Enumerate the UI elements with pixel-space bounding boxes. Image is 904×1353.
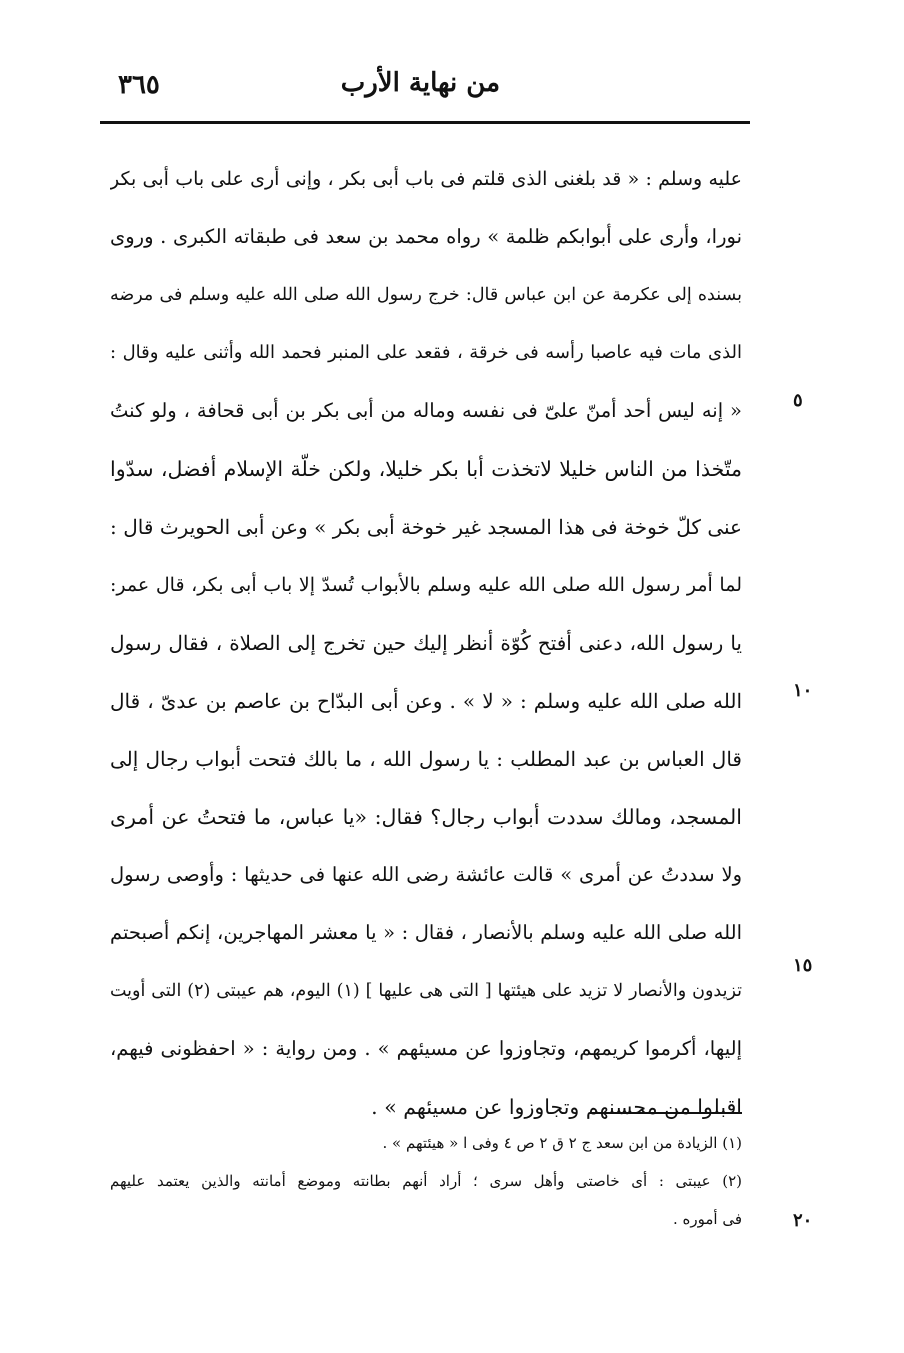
footnote-2: (٢) عيبتى : أى خاصتى وأهل سرى ؛ أراد أنهم بطانته وموضع أمانته والذين يعتمد عليهم (110, 1172, 742, 1190)
page-header (100, 68, 750, 112)
text-line: لما أمر رسول الله صلى الله عليه وسلم بالأبواب تُسدّ إلا باب أبى بكر، قال عمر: (110, 574, 742, 596)
text-line: نورا، وأرى على أبوابكم ظلمة » رواه محمد بن سعد فى طبقاته الكبرى . وروى (110, 225, 742, 248)
footnote-2-continued: فى أموره . (672, 1210, 742, 1228)
line-number-15: ١٥ (793, 955, 813, 976)
text-line: المسجد، ومالك سددت أبواب رجال؟ فقال: «يا عباس، ما فتحتُ عن أمرى (110, 805, 742, 829)
text-line: « إنه ليس أحد أمنّ علىّ فى نفسه وماله من أبى بكر بن أبى قحافة ، ولو كنتُ (110, 399, 742, 422)
text-line: اقبلوا من محسنهم وتجاوزوا عن مسيئهم » . (371, 1095, 742, 1119)
text-line: الله صلى الله عليه وسلم : « لا » . وعن أبى البدّاح بن عاصم بن عدىّ ، قال (110, 689, 742, 713)
text-line: قال العباس بن عبد المطلب : يا رسول الله ، ما بالك فتحت أبواب رجال إلى (110, 747, 742, 771)
text-line: عنى كلّ خوخة فى هذا المسجد غير خوخة أبى بكر » وعن أبى الحويرث قال : (110, 515, 742, 539)
footnote-1: (١) الزيادة من ابن سعد ج ٢ ق ٢ ص ٤ وفى ا « هيئتهم » . (382, 1134, 742, 1152)
line-number-10: ١٠ (793, 680, 813, 701)
text-line: يا رسول الله، دعنى أفتح كُوّة أنظر إليك حين تخرج إلى الصلاة ، فقال رسول (110, 631, 742, 655)
running-title: من نهاية الأرب (340, 68, 500, 98)
line-number-5: ٥ (793, 390, 803, 411)
text-line: متّخذا من الناس خليلا لاتخذت أبا بكر خليلا، ولكن خلّة الإسلام أفضل، سدّوا (110, 457, 742, 481)
text-line: ولا سددتُ عن أمرى » قالت عائشة رضى الله عنها فى حديثها : وأوصى رسول (110, 863, 742, 886)
header-rule (100, 121, 750, 124)
text-line: الذى مات فيه عاصبا رأسه فى خرقة ، فقعد على المنبر فحمد الله وأثنى عليه وقال : (110, 342, 742, 363)
text-line: إليها، أكرموا كريمهم، وتجاوزوا عن مسيئهم » . ومن رواية : « احفظونى فيهم، (110, 1037, 742, 1060)
text-line: بسنده إلى عكرمة عن ابن عباس قال: خرج رسول الله صلى الله عليه وسلم فى مرضه (110, 285, 742, 305)
text-line: عليه وسلم : « قد بلغنى الذى قلتم فى باب أبى بكر ، وإنى أرى على باب أبى بكر (110, 168, 742, 190)
page-number: ٣٦٥ (118, 70, 160, 100)
text-line: تزيدون والأنصار لا تزيد على هيئتها [ التى هى عليها ] (١) اليوم، هم عيبتى (٢) التى أويت (110, 981, 742, 1001)
line-number-20: ٢٠ (793, 1210, 813, 1231)
body-text (110, 150, 742, 1136)
footnote-rule (590, 1112, 742, 1114)
text-line: الله صلى الله عليه وسلم بالأنصار ، فقال : « يا معشر المهاجرين، إنكم أصبحتم (110, 921, 742, 944)
footnotes (110, 1124, 742, 1238)
